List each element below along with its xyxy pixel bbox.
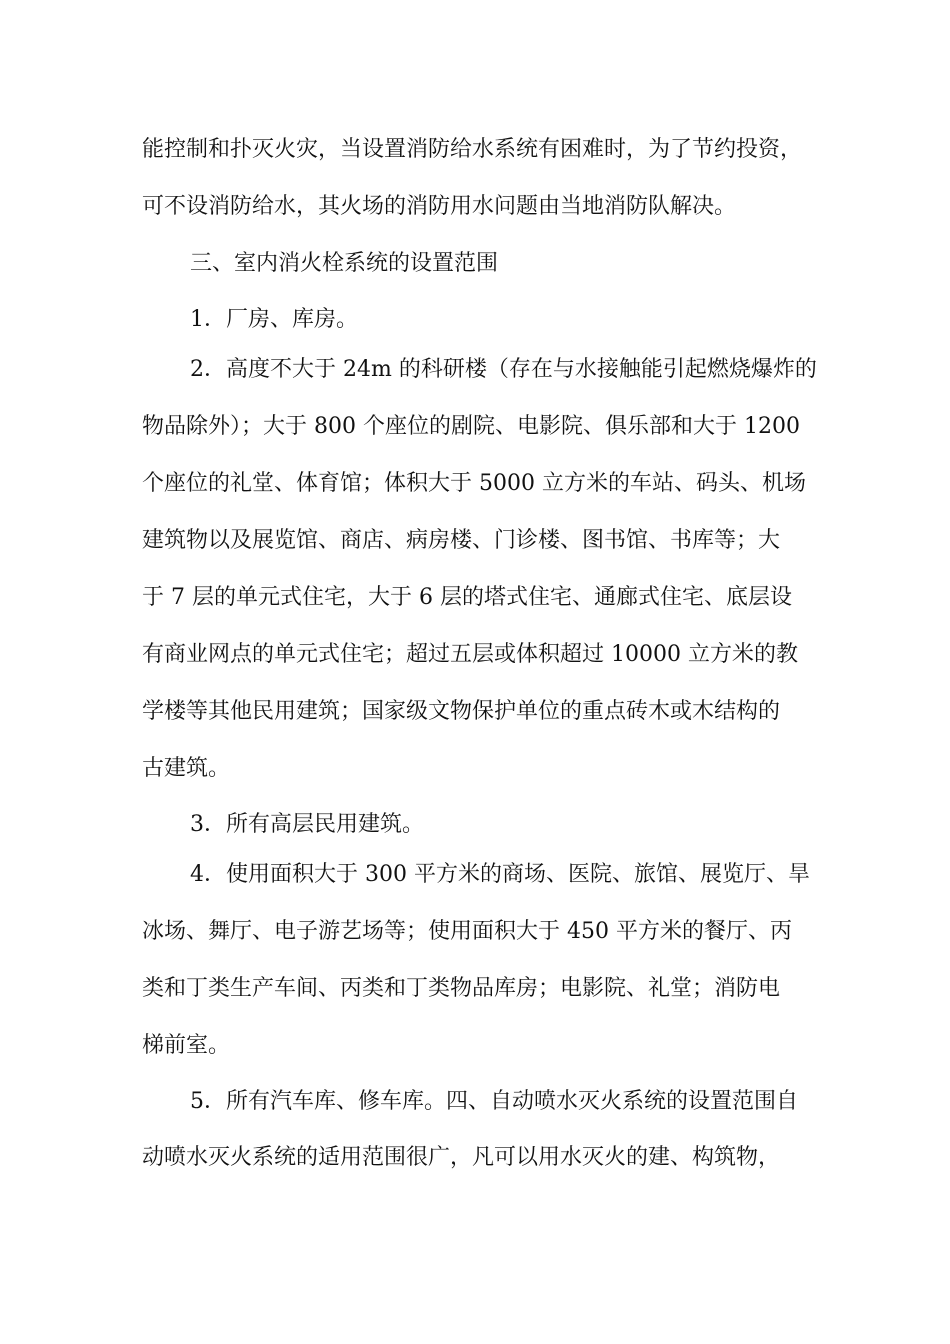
text-line: 有商业网点的单元式住宅；超过五层或体积超过 10000 立方米的教 [142,642,798,667]
text-line: 冰场、舞厅、电子游艺场等；使用面积大于 450 平方米的餐厅、丙 [142,919,792,944]
list-item: 1．厂房、库房。 [190,307,358,332]
text-line: 建筑物以及展览馆、商店、病房楼、门诊楼、图书馆、书库等；大 [142,528,781,553]
text-line: 梯前室。 [142,1033,231,1058]
text-line: 类和丁类生产车间、丙类和丁类物品库房；电影院、礼堂；消防电 [142,976,781,1001]
text-line: 古建筑。 [142,756,231,781]
list-item: 2．高度不大于 24m 的科研楼（存在与水接触能引起燃烧爆炸的 [190,357,817,382]
text-line: 能控制和扑灭火灾，当设置消防给水系统有困难时，为了节约投资， [142,137,803,162]
text-line: 可不设消防给水，其火场的消防用水问题由当地消防队解决。 [142,194,737,219]
section-heading: 三、室内消火栓系统的设置范围 [190,251,499,276]
text-line: 动喷水灭火系统的适用范围很广，凡可以用水灭火的建、构筑物， [142,1145,781,1170]
text-line: 于 7 层的单元式住宅，大于 6 层的塔式住宅、通廊式住宅、底层设 [142,585,792,610]
text-line: 学楼等其他民用建筑；国家级文物保护单位的重点砖木或木结构的 [142,699,781,724]
text-line: 个座位的礼堂、体育馆；体积大于 5000 立方米的车站、码头、机场 [142,471,806,496]
list-item: 3．所有高层民用建筑。 [190,812,424,837]
list-item: 5．所有汽车库、修车库。四、自动喷水灭火系统的设置范围自 [190,1089,798,1114]
text-line: 物品除外）；大于 800 个座位的剧院、电影院、俱乐部和大于 1200 [142,414,800,439]
list-item: 4．使用面积大于 300 平方米的商场、医院、旅馆、展览厅、旱 [190,862,810,887]
